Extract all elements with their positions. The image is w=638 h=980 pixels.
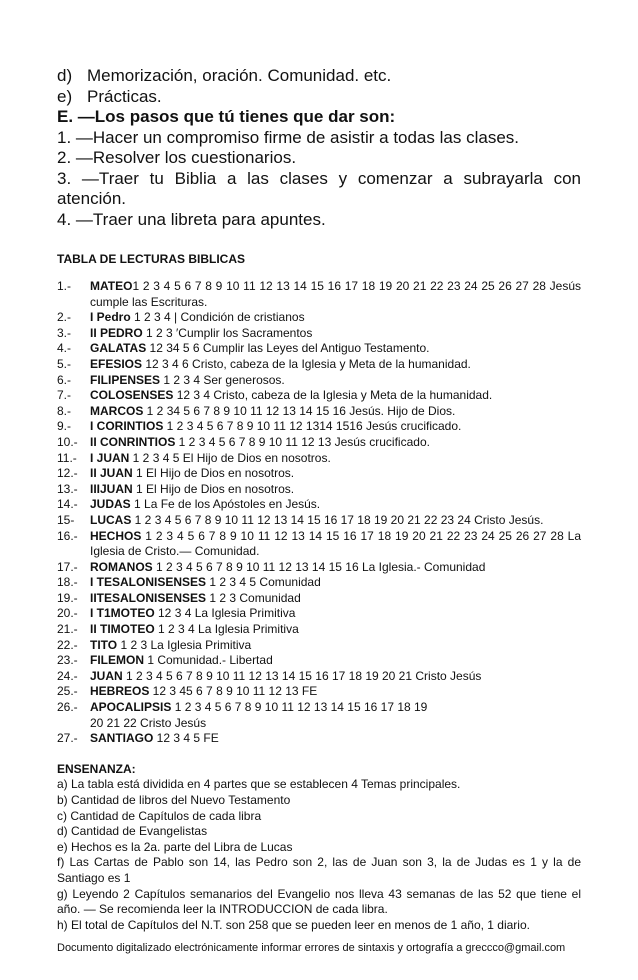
reading-book: I JUAN [90, 450, 130, 465]
reading-number: 20.- [57, 606, 78, 621]
item-e [57, 87, 581, 108]
reading-body [90, 560, 581, 576]
teaching-title: ENSENANZA: [57, 761, 136, 776]
reading-body [90, 357, 581, 373]
reading-number: 15- [57, 512, 75, 527]
reading-row [57, 310, 581, 326]
reading-number: 22.- [57, 637, 78, 652]
reading-text: 1 2 3 4 5 6 7 8 9 10 11 12 13 Jesús crucificado. [175, 434, 430, 449]
reading-book: II CONRINTIOS [90, 434, 176, 449]
reading-text: 1 2 3 4 5 6 7 8 9 10 11 12 13 14 15 16 La Iglesia.- Comunidad [152, 559, 486, 574]
reading-text: 12 3 4 5 FE [153, 731, 219, 746]
reading-number: 5.- [57, 356, 72, 371]
reading-row [57, 684, 581, 700]
reading-number: 1.- [57, 279, 72, 293]
reading-text: 12 3 4 Cristo, cabeza de la Iglesia y Meta de la humanidad. [173, 388, 493, 403]
reading-text: 1 2 3 4 Ser generosos. [160, 372, 285, 387]
reading-row [57, 451, 581, 467]
reading-body [90, 373, 581, 389]
reading-book: FILEMON [90, 653, 144, 668]
reading-number: 27.- [57, 731, 78, 746]
reading-book: JUDAS [90, 497, 131, 512]
reading-number: 23.- [57, 653, 78, 668]
reading-number: 19.- [57, 590, 78, 605]
reading-book: LUCAS [90, 512, 132, 527]
reading-book: FILIPENSES [90, 372, 161, 387]
reading-text: 12 3 4 6 Cristo, cabeza de la Iglesia y Meta de la humanidad. [142, 356, 471, 371]
reading-body [90, 529, 581, 560]
reading-body [90, 731, 581, 747]
reading-text: 1 La Fe de los Apóstoles en Jesús. [130, 497, 321, 512]
teaching-list [57, 777, 581, 933]
reading-body [90, 513, 581, 529]
item-d-text: Memorización, oración. Comunidad. etc. [87, 66, 392, 85]
reading-text: 1 Comunidad.- Libertad [144, 653, 273, 668]
item-d [57, 66, 581, 87]
reading-number: 11.- [57, 450, 77, 465]
reading-text-continued: 20 21 22 Cristo Jesús [90, 715, 207, 730]
reading-row [57, 435, 581, 451]
reading-row [57, 560, 581, 576]
reading-row [57, 575, 581, 591]
reading-row [57, 700, 581, 731]
reading-body [90, 669, 581, 685]
teaching-item: c) Cantidad de Capítulos de cada libra [57, 808, 262, 823]
reading-text: 1 2 3 4 5 6 7 8 9 10 11 12 13 14 15 16 17 18 19 20 21 22 23 24 25 26 27 28 Jesús cumple las Escrituras. [90, 279, 581, 309]
reading-book: I T1MOTEO [90, 606, 155, 621]
teaching-item: d) Cantidad de Evangelistas [57, 824, 208, 839]
reading-text: 1 2 3 4 5 6 7 8 9 10 11 12 1314 1516 Jesús crucificado. [163, 419, 462, 434]
reading-body [90, 653, 581, 669]
reading-text: 1 2 3 4 5 El Hijo de Dios en nosotros. [129, 450, 331, 465]
reading-body [90, 388, 581, 404]
reading-row [57, 513, 581, 529]
reading-body [90, 638, 581, 654]
reading-body [90, 606, 581, 622]
reading-text: 1 2 3 4 5 6 7 8 9 10 11 12 13 14 15 16 17 18 19 20 21 22 23 24 25 26 27 28 La Iglesia de Cristo.— Comunidad. [90, 528, 581, 559]
reading-body [90, 419, 581, 435]
reading-book: IIIJUAN [90, 481, 133, 496]
reading-body [90, 404, 581, 420]
teaching-item: e) Hechos es la 2a. parte del Libra de Lucas [57, 839, 293, 854]
reading-body [90, 341, 581, 357]
reading-book: I TESALONISENSES [90, 575, 207, 590]
reading-text: 1 2 3 4 5 6 7 8 9 10 11 12 13 14 15 16 17 18 19 [171, 700, 428, 715]
reading-number: 8.- [57, 403, 72, 418]
table-title: TABLA DE LECTURAS BIBLICAS [57, 252, 245, 266]
reading-row [57, 373, 581, 389]
reading-text: 1 El Hijo de Dios en nosotros. [132, 481, 295, 496]
reading-body [90, 310, 581, 326]
reading-text: 1 2 3 ′Cumplir los Sacramentos [142, 325, 313, 340]
reading-body [90, 700, 581, 731]
step-1: 1. —Hacer un compromiso firme de asistir a todas las clases. [57, 127, 520, 147]
reading-text: 1 2 3 4 La Iglesia Primitiva [154, 622, 299, 637]
reading-book: APOCALIPSIS [90, 700, 172, 715]
reading-text: 12 34 5 6 Cumplir las Leyes del Antiguo Testamento. [146, 341, 430, 356]
reading-row [57, 482, 581, 498]
step-3: 3. —Traer tu Biblia a las clases y comenzar a subrayarla con atención. [57, 168, 581, 208]
reading-text: 1 2 3 4 | Condición de cristianos [130, 310, 305, 325]
reading-number: 14.- [57, 497, 78, 512]
item-d-letter: d) [57, 66, 73, 85]
reading-text: 12 3 4 La Iglesia Primitiva [154, 606, 296, 621]
reading-book: II JUAN [90, 466, 133, 481]
reading-body [90, 684, 581, 700]
reading-book: II TIMOTEO [90, 622, 155, 637]
reading-book: ROMANOS [90, 559, 153, 574]
teaching-item: a) La tabla está dividida en 4 partes que se establecen 4 Temas principales. [57, 777, 461, 792]
reading-body [90, 279, 581, 310]
reading-book: GALATAS [90, 341, 147, 356]
reading-number: 26.- [57, 700, 78, 715]
reading-row [57, 638, 581, 654]
reading-book: I CORINTIOS [90, 419, 164, 434]
reading-row [57, 653, 581, 669]
reading-number: 2.- [57, 310, 72, 325]
reading-text: 1 2 3 4 5 Comunidad [206, 575, 321, 590]
reading-body [90, 591, 581, 607]
reading-row [57, 341, 581, 357]
reading-number: 4.- [57, 341, 72, 356]
reading-row [57, 591, 581, 607]
teaching-item: b) Cantidad de libros del Nuevo Testamento [57, 793, 291, 807]
item-e-letter: e) [57, 86, 73, 106]
steps-heading: E. —Los pasos que tú tienes que dar son: [57, 107, 396, 126]
reading-number: 9.- [57, 419, 72, 434]
teaching-item: g) Leyendo 2 Capítulos semanarios del Evangelio nos lleva 43 semanas de las 52 que tiene el año. — Se recomienda leer la INTRODUCCION de cada libra. [57, 886, 581, 917]
teaching-item: f) Las Cartas de Pablo son 14, las Pedro son 2, las de Juan son 3, la de Judas es 1 y la de Santiago es 1 [57, 855, 581, 885]
reading-row [57, 731, 581, 747]
reading-number: 6.- [57, 372, 72, 387]
reading-row [57, 326, 581, 342]
reading-row [57, 404, 581, 420]
reading-text: 1 2 34 5 6 7 8 9 10 11 12 13 14 15 16 Jesús. Hijo de Dios. [143, 403, 456, 418]
reading-text: 1 2 3 4 5 6 7 8 9 10 11 12 13 14 15 16 17 18 19 20 21 22 23 24 Cristo Jesús. [131, 512, 544, 527]
reading-body [90, 575, 581, 591]
reading-body [90, 326, 581, 342]
reading-number: 16.- [57, 528, 78, 543]
reading-number: 21.- [57, 622, 78, 637]
document-page [57, 66, 581, 933]
reading-text: 12 3 45 6 7 8 9 10 11 12 13 FE [149, 684, 318, 699]
reading-number: 3.- [57, 325, 72, 340]
reading-book: SANTIAGO [90, 731, 154, 746]
reading-body [90, 497, 581, 513]
reading-number: 13.- [57, 481, 78, 496]
reading-number: 10.- [57, 434, 78, 449]
reading-number: 7.- [57, 388, 72, 403]
reading-number: 24.- [57, 668, 78, 683]
reading-row [57, 529, 581, 560]
reading-body [90, 466, 581, 482]
reading-row [57, 606, 581, 622]
readings-list [57, 279, 581, 747]
step-4: 4. —Traer una libreta para apuntes. [57, 209, 326, 229]
reading-book: II PEDRO [90, 325, 143, 340]
reading-text: 1 2 3 Comunidad [206, 590, 301, 605]
reading-row [57, 497, 581, 513]
reading-number: 25.- [57, 684, 78, 699]
reading-book: EFESIOS [90, 356, 143, 371]
reading-book: TITO [90, 637, 118, 652]
teaching-item: h) El total de Capítulos del N.T. son 258 que se pueden leer en menos de 1 año, 1 diario. [57, 917, 530, 932]
reading-body [90, 451, 581, 467]
reading-book: IITESALONISENSES [90, 590, 207, 605]
reading-book: HEBREOS [90, 684, 150, 699]
reading-text: 1 2 3 4 5 6 7 8 9 10 11 12 13 14 15 16 17 18 19 20 21 Cristo Jesús [122, 668, 482, 683]
reading-row [57, 622, 581, 638]
reading-book: MATEO [90, 279, 133, 293]
reading-row [57, 357, 581, 373]
reading-row [57, 466, 581, 482]
reading-number: 17.- [57, 559, 78, 574]
reading-text: 1 2 3 La Iglesia Primitiva [117, 637, 252, 652]
reading-number: 18.- [57, 575, 78, 590]
reading-number: 12.- [57, 466, 78, 481]
reading-row [57, 388, 581, 404]
reading-row [57, 669, 581, 685]
reading-row [57, 419, 581, 435]
reading-book: COLOSENSES [90, 388, 174, 403]
reading-book: MARCOS [90, 403, 144, 418]
reading-body [90, 435, 581, 451]
reading-book: I Pedro [90, 310, 131, 325]
reading-body [90, 482, 581, 498]
page-footer: Documento digitalizado electrónicamente informar errores de sintaxis y ortografía a greccco@gmail.com [57, 942, 566, 954]
reading-book: HECHOS [90, 528, 142, 543]
reading-body [90, 622, 581, 638]
reading-text: 1 El Hijo de Dios en nosotros. [132, 466, 295, 481]
reading-row [57, 279, 581, 310]
item-e-text: Prácticas. [87, 86, 162, 106]
reading-book: JUAN [90, 668, 123, 683]
step-2: 2. —Resolver los cuestionarios. [57, 148, 297, 167]
